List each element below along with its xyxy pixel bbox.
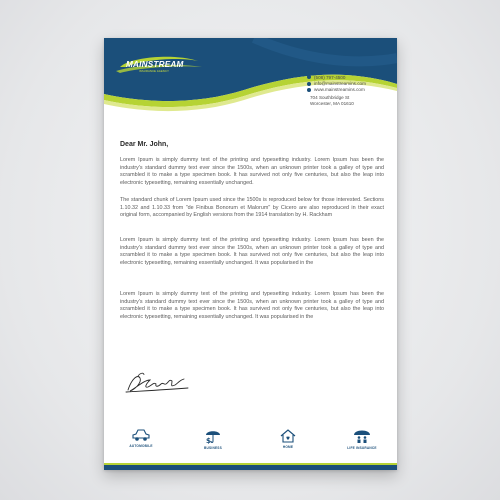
business-umbrella-icon — [203, 428, 223, 444]
web-icon — [307, 88, 311, 92]
letterhead-sheet — [104, 38, 397, 470]
paragraph-4: Lorem Ipsum is simply dummy text of the printing and typesetting industry. Lorem Ipsum has been the industry's standard dummy text ever since the 1500s, when an unknown printer took a galley of type and scrambled it to make a type specimen book. It has survived not only five centuries, but also the leap into electronic typesetting, remaining essentially unchanged. It was popularised in the — [120, 291, 384, 320]
address-block — [310, 95, 354, 108]
handwritten-signature — [122, 370, 192, 396]
contact-web — [307, 87, 393, 93]
brand-tagline: INSURANCE AGENCY — [139, 69, 170, 73]
service-label-home: HOME — [282, 445, 294, 449]
web-text: www.mainstreamins.com — [314, 87, 365, 93]
car-icon — [131, 428, 151, 442]
email-icon — [307, 82, 311, 86]
email-text: info@mainstreamins.com — [314, 81, 366, 87]
service-label-life-insurance: LIFE INSURANCE — [347, 446, 377, 450]
phone-icon — [307, 75, 311, 79]
contact-block — [307, 74, 393, 93]
home-icon — [278, 428, 298, 443]
service-life-insurance — [332, 428, 392, 450]
address-line-2: Worcester, MA 01610 — [310, 101, 354, 107]
service-business — [183, 428, 243, 450]
service-automobile — [111, 428, 171, 448]
footer-bar — [104, 463, 397, 470]
footer-services — [104, 428, 397, 458]
brand-name: MAINSTREAM — [126, 60, 184, 69]
svg-text:$: $ — [206, 437, 211, 444]
address-line-1: 704 Southbridge St — [310, 95, 350, 100]
paragraph-3: Lorem Ipsum is simply dummy text of the printing and typesetting industry. Lorem Ipsum has been the industry's standard dummy text ever since the 1500s, when an unknown printer took a galley of type and scrambled it to make a type specimen book. It has survived not only five centuries, but also the leap into electronic typesetting, remaining essentially unchanged. It was popularised in the — [120, 237, 384, 266]
paragraph-1: Lorem Ipsum is simply dummy text of the printing and typesetting industry. Lorem Ipsum has been the industry's standard dummy text ever since the 1500s, when an unknown printer took a galley of type and scrambled it to make a type specimen book. It has survived not only five centuries, but also the leap into electronic typesetting, remaining essentially unchanged. — [120, 157, 384, 186]
salutation: Dear Mr. John, — [120, 141, 169, 148]
paragraph-2: The standard chunk of Lorem Ipsum used since the 1500s is reproduced below for those interested. Sections 1.10.32 and 1.10.33 from "de Finibus Bonorum et Malorum" by Cicero are also reproduced in their exact original form, accompanied by English versions from the 1914 translation by H. Rackham — [120, 197, 384, 219]
service-home — [258, 428, 318, 449]
family-umbrella-icon — [352, 428, 372, 444]
service-label-business: BUSINESS — [204, 446, 222, 450]
service-label-automobile: AUTOMOBILE — [129, 444, 153, 448]
phone-text: (508) 797-4500 — [314, 74, 346, 80]
